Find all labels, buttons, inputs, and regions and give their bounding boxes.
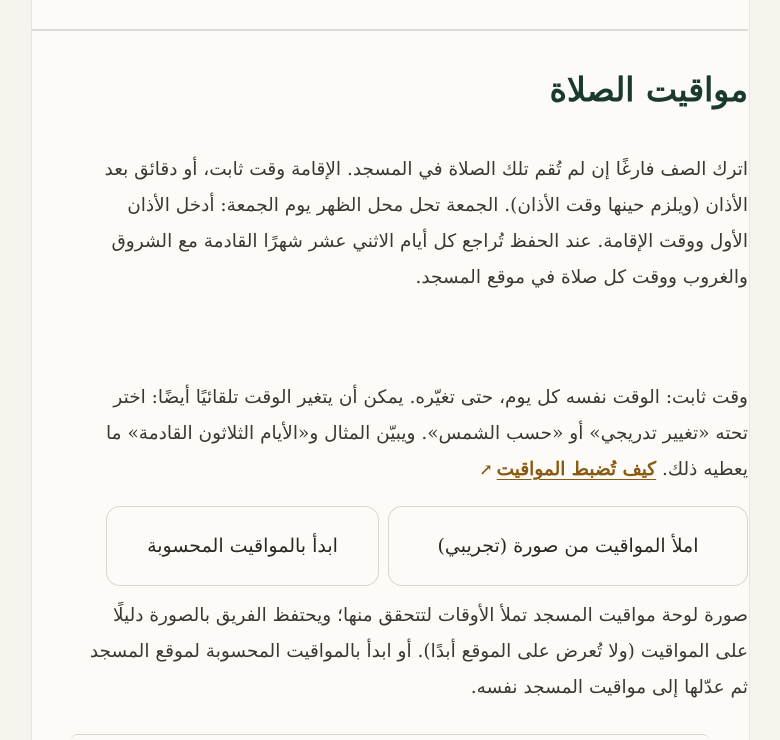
guide-link-label: كيف تُضبط المواقيت [496,459,657,480]
intro-paragraph: اترك الصف فارغًا إن لم تُقم تلك الصلاة في المسجد. الإقامة وقت ثابت، أو دقائق بعد الأذان (ويلزم حينها وقت الأذان). الجمعة تحل محل الظهر يوم الجمعة: أدخل الأذان الأول ووقت الإقامة. عند الحفظ تُراجع كل أيام الاثني عشر شهرًا القادمة مع الشروق والغروب ووقت كل صلاة في موقع المسجد. [104,159,748,288]
fixed-time-text: وقت ثابت: الوقت نفسه كل يوم، حتى تغيّره. يمكن أن يتغير الوقت تلقائيًا أيضًا: اختر تحته «تغيير تدريجي» أو «حسب الشمس». ويبيّن المثال و«الأيام الثلاثون القادمة» ما يعطيه ذلك. [106,387,748,480]
section-divider [31,29,748,31]
help-text: صورة لوحة مواقيت المسجد تملأ الأوقات لتتحقق منها؛ ويحتفظ الفريق بالصورة دليلًا على المواقيت (ولا تُعرض على الموقع أبدًا). أو ابدأ بالمواقيت المحسوبة لموقع المسجد ثم عدّلها إلى مواقيت المسجد نفسه. [89,605,748,698]
start-computed-button[interactable]: ابدأ بالمواقيت المحسوبة [106,506,379,586]
section-title: مواقيت الصلاة [549,70,748,109]
external-link-icon: ↗ [479,460,493,479]
fixed-time-paragraph [98,380,748,488]
next-field-edge [70,734,710,740]
guide-link[interactable] [479,459,656,480]
fill-from-image-button[interactable]: املأ المواقيت من صورة (تجريبي) [388,506,748,586]
